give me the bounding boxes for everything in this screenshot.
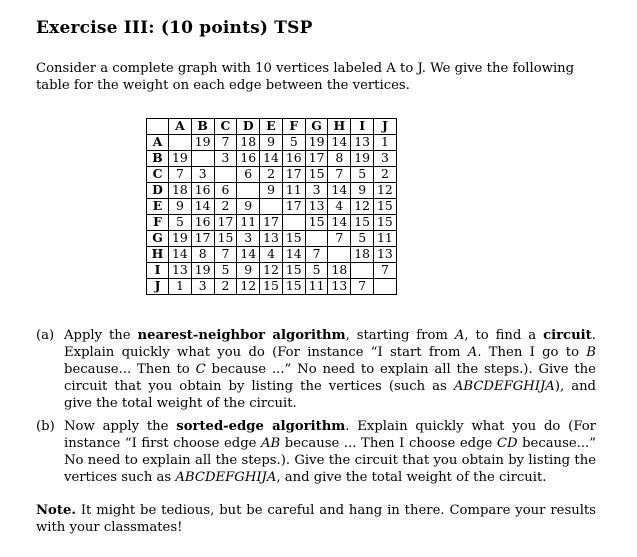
weight-cell: 13 <box>169 263 192 279</box>
weight-cell: 1 <box>374 135 397 151</box>
weight-cell: 19 <box>305 135 328 151</box>
weight-cell <box>191 151 214 167</box>
weight-cell: 5 <box>351 167 374 183</box>
table-row <box>147 167 397 183</box>
weight-cell: 5 <box>351 231 374 247</box>
weight-cell: 14 <box>260 151 283 167</box>
question-a-algorithm-name: nearest-neighbor algorithm <box>137 328 346 343</box>
weight-cell: 15 <box>374 199 397 215</box>
question-b-text-part: , and give the total weight of the circuit. <box>276 470 547 485</box>
weight-cell: 17 <box>282 167 305 183</box>
weight-cell: 18 <box>351 247 374 263</box>
column-header-h: H <box>328 119 351 135</box>
question-b-example-circuit: ABCDEFGHIJA <box>175 470 277 485</box>
row-header-b: B <box>147 151 169 167</box>
weight-cell: 12 <box>237 279 260 295</box>
note-text: It might be tedious, but be careful and hang in there. Compare your results with your classmates! <box>36 503 596 535</box>
weight-cell: 15 <box>214 231 237 247</box>
weight-cell: 12 <box>351 199 374 215</box>
weight-cell: 17 <box>282 199 305 215</box>
question-a-vertex: B <box>586 345 596 360</box>
question-a-circuit-term: circuit <box>543 328 592 343</box>
weight-cell: 11 <box>305 279 328 295</box>
weight-cell: 3 <box>305 183 328 199</box>
weight-cell: 2 <box>374 167 397 183</box>
weight-cell: 3 <box>214 151 237 167</box>
weight-cell <box>169 135 192 151</box>
weight-cell: 11 <box>374 231 397 247</box>
weight-cell: 3 <box>191 279 214 295</box>
row-header-h: H <box>147 247 169 263</box>
weight-cell: 12 <box>260 263 283 279</box>
weight-cell: 15 <box>351 215 374 231</box>
weight-cell <box>305 231 328 247</box>
weight-cell: 4 <box>260 247 283 263</box>
weight-cell <box>282 215 305 231</box>
question-a-label: (a) <box>36 328 55 343</box>
intro-paragraph: Consider a complete graph with 10 vertices labeled A to J. We give the following table for the weight on each edge between the vertices. <box>36 61 575 93</box>
weight-cell: 17 <box>214 215 237 231</box>
weight-cell: 2 <box>260 167 283 183</box>
weight-cell <box>237 183 260 199</box>
weight-cell <box>374 279 397 295</box>
weight-cell <box>351 263 374 279</box>
weight-cell: 3 <box>191 167 214 183</box>
weight-cell: 19 <box>169 231 192 247</box>
weight-cell: 8 <box>328 151 351 167</box>
question-a-vertex: A <box>467 345 478 360</box>
column-header-d: D <box>237 119 260 135</box>
table-header-row <box>147 119 397 135</box>
weight-cell: 7 <box>374 263 397 279</box>
weight-cell: 16 <box>282 151 305 167</box>
weight-cell: 15 <box>305 167 328 183</box>
column-header-i: I <box>351 119 374 135</box>
weight-cell: 17 <box>260 215 283 231</box>
column-header-g: G <box>305 119 328 135</box>
weight-cell: 15 <box>305 215 328 231</box>
weight-cell: 18 <box>169 183 192 199</box>
weight-cell: 9 <box>260 183 283 199</box>
questions-list <box>36 327 596 492</box>
question-b-label: (b) <box>36 419 55 434</box>
weight-cell: 9 <box>260 135 283 151</box>
weight-cell <box>260 199 283 215</box>
question-a-text-part: . Then I go to <box>477 345 587 360</box>
weight-cell: 9 <box>169 199 192 215</box>
table-row <box>147 151 397 167</box>
weight-cell: 18 <box>328 263 351 279</box>
weight-cell: 5 <box>169 215 192 231</box>
weight-cell: 13 <box>351 135 374 151</box>
weight-cell: 14 <box>328 135 351 151</box>
weight-cell: 15 <box>282 279 305 295</box>
weight-cell: 13 <box>260 231 283 247</box>
weight-cell: 17 <box>191 231 214 247</box>
weight-cell: 7 <box>214 247 237 263</box>
weight-cell: 5 <box>305 263 328 279</box>
question-b-text <box>64 418 596 486</box>
table-row <box>147 135 397 151</box>
weight-cell: 19 <box>169 151 192 167</box>
table-row <box>147 199 397 215</box>
weight-cell: 15 <box>282 263 305 279</box>
weight-cell: 13 <box>305 199 328 215</box>
weight-cell: 14 <box>328 215 351 231</box>
weight-cell: 17 <box>305 151 328 167</box>
weight-cell: 16 <box>191 215 214 231</box>
weight-cell: 9 <box>237 199 260 215</box>
weight-cell: 15 <box>282 231 305 247</box>
weight-cell: 13 <box>328 279 351 295</box>
table-row <box>147 263 397 279</box>
weight-cell: 16 <box>237 151 260 167</box>
weight-cell: 14 <box>169 247 192 263</box>
weight-cell: 3 <box>374 151 397 167</box>
weight-cell: 18 <box>237 135 260 151</box>
weight-cell: 19 <box>351 151 374 167</box>
weight-cell: 5 <box>282 135 305 151</box>
weight-cell: 15 <box>260 279 283 295</box>
question-a <box>36 327 596 412</box>
question-a-text <box>64 327 596 412</box>
note-label: Note. <box>36 503 76 518</box>
column-header-e: E <box>260 119 283 135</box>
weight-cell: 7 <box>328 231 351 247</box>
weight-cell: 19 <box>191 135 214 151</box>
weight-cell: 19 <box>191 263 214 279</box>
row-header-g: G <box>147 231 169 247</box>
weight-cell: 16 <box>191 183 214 199</box>
table-row <box>147 247 397 263</box>
question-a-text-part: because... Then to <box>64 362 196 377</box>
question-a-text-part: , starting from <box>345 328 455 343</box>
weight-cell: 9 <box>351 183 374 199</box>
weight-cell: 11 <box>237 215 260 231</box>
row-header-d: D <box>147 183 169 199</box>
table-body <box>147 135 397 295</box>
question-a-text-part: , to find a <box>464 328 544 343</box>
weight-cell: 13 <box>374 247 397 263</box>
table-row <box>147 279 397 295</box>
weight-cell: 7 <box>328 167 351 183</box>
column-header-a: A <box>169 119 192 135</box>
question-a-text-part: because ...” No need to explain all the steps.). Give the circuit that you obtain by listing the vertices (such as <box>64 362 596 394</box>
weight-cell: 1 <box>169 279 192 295</box>
question-b-edge: CD <box>496 436 518 451</box>
column-header-j: J <box>374 119 397 135</box>
weight-cell: 11 <box>282 183 305 199</box>
weight-cell: 7 <box>214 135 237 151</box>
weight-cell: 15 <box>374 215 397 231</box>
page-title: Exercise III: (10 points) TSP <box>36 18 313 38</box>
column-header-c: C <box>214 119 237 135</box>
question-a-text-part: Apply the <box>64 328 138 343</box>
table-row <box>147 215 397 231</box>
weight-cell: 14 <box>191 199 214 215</box>
question-b <box>36 418 596 486</box>
weight-cell: 6 <box>237 167 260 183</box>
weight-cell: 14 <box>328 183 351 199</box>
question-b-text-part: . Explain quickly what you do (For instance “I first choose edge <box>64 419 596 451</box>
question-a-vertex: A <box>454 328 465 343</box>
weight-cell <box>214 167 237 183</box>
table-row <box>147 231 397 247</box>
note-paragraph <box>36 502 596 536</box>
question-b-text-part: Now apply the <box>64 419 177 434</box>
question-a-text-part: . Explain quickly what you do (For instance “I start from <box>64 328 596 360</box>
weight-cell: 3 <box>237 231 260 247</box>
question-a-example-circuit: ABCDEFGHIJA <box>453 379 555 394</box>
edge-weight-table <box>146 118 397 295</box>
question-a-text-part: ), and give the total weight of the circuit. <box>64 379 596 411</box>
question-b-edge: AB <box>261 436 281 451</box>
row-header-c: C <box>147 167 169 183</box>
weight-cell: 7 <box>351 279 374 295</box>
question-a-vertex: C <box>195 362 206 377</box>
weight-cell: 9 <box>237 263 260 279</box>
question-b-text-part: because ... Then I choose edge <box>280 436 497 451</box>
column-header-f: F <box>282 119 305 135</box>
weight-cell: 7 <box>305 247 328 263</box>
row-header-f: F <box>147 215 169 231</box>
weight-cell <box>328 247 351 263</box>
weight-cell: 6 <box>214 183 237 199</box>
weight-cell: 12 <box>374 183 397 199</box>
row-header-a: A <box>147 135 169 151</box>
row-header-e: E <box>147 199 169 215</box>
weight-cell: 14 <box>282 247 305 263</box>
weight-cell: 2 <box>214 199 237 215</box>
weight-cell: 14 <box>237 247 260 263</box>
weight-cell: 7 <box>169 167 192 183</box>
weight-cell: 8 <box>191 247 214 263</box>
question-b-algorithm-name: sorted-edge algorithm <box>176 419 346 434</box>
weight-cell: 2 <box>214 279 237 295</box>
table-row <box>147 183 397 199</box>
question-b-text-part: because...” No need to explain all the steps.). Give the circuit that you obtain by listing the vertices such as <box>64 436 596 485</box>
table-corner-cell <box>147 119 169 135</box>
row-header-i: I <box>147 263 169 279</box>
weight-cell: 5 <box>214 263 237 279</box>
row-header-j: J <box>147 279 169 295</box>
weight-cell: 4 <box>328 199 351 215</box>
column-header-b: B <box>191 119 214 135</box>
